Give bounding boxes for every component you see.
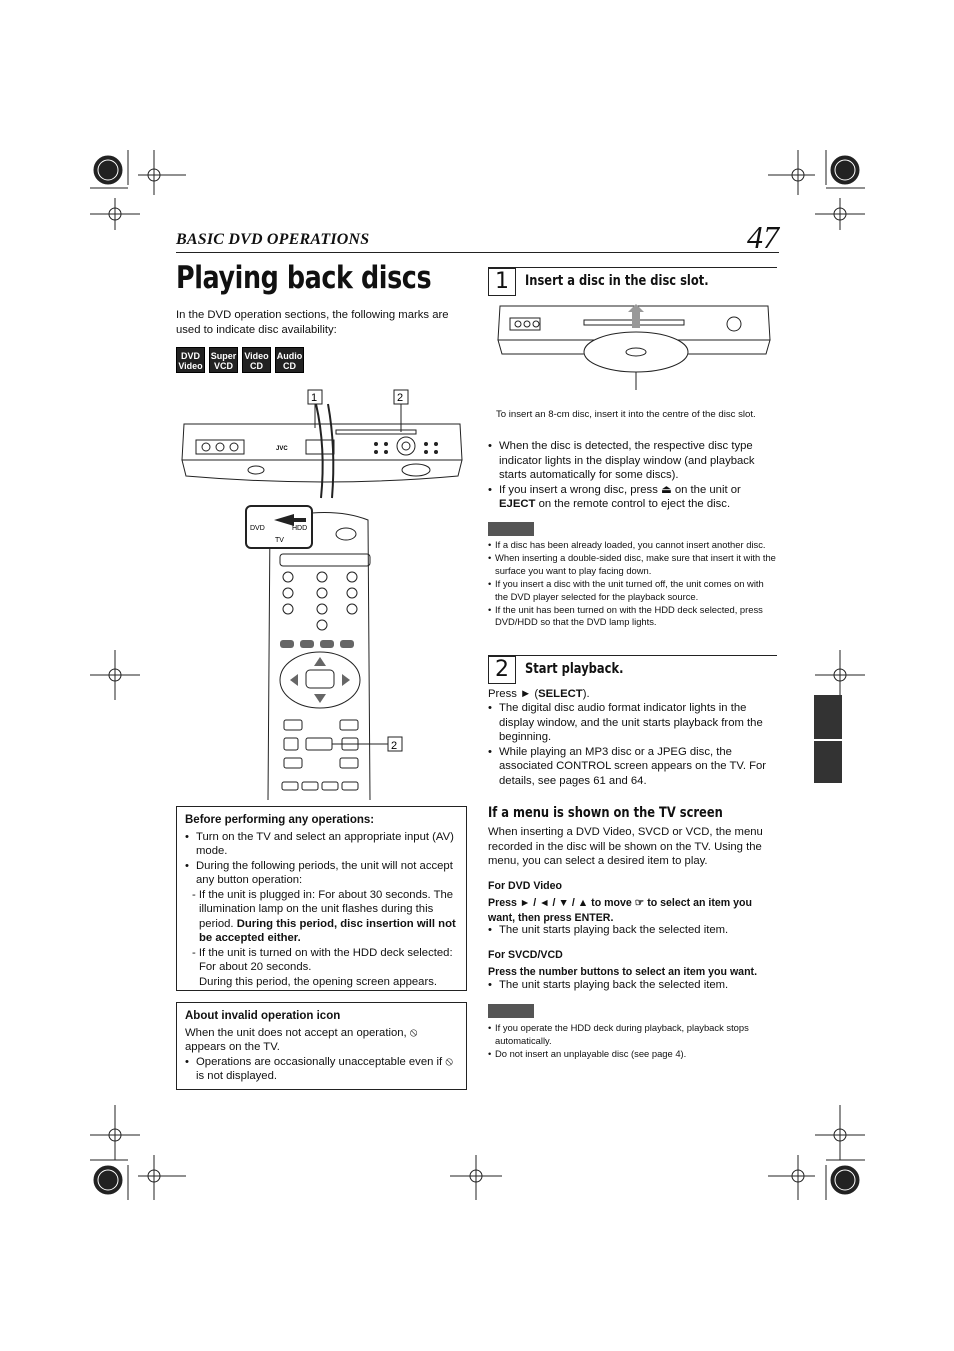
svcd-instruction: Press the number buttons to select an item you want. — [488, 966, 758, 978]
step1-notes-bar — [488, 522, 534, 536]
svcd-result: • The unit starts playing back the selected item. — [488, 978, 778, 993]
step2-number: 2 — [488, 656, 516, 684]
before-sub-cont: During this period, the opening screen appears. — [199, 975, 438, 988]
svcd-heading: For SVCD/VCD — [488, 949, 563, 961]
step1-title: Insert a disc in the disc slot. — [525, 273, 709, 289]
step1-bullet: • If you insert a wrong disc, press ⏏ on the unit or EJECT on the remote control to eject the disc. — [488, 483, 778, 512]
step2-title: Start playback. — [525, 661, 624, 677]
step1-bullet: • When the disc is detected, the respective disc type indicator lights in the display window (and playback starts automatically for some discs). — [488, 439, 778, 483]
before-sub-item: - If the unit is plugged in: For about 30 seconds. The illumination lamp on the unit flashes during this period. During this period, disc insertion will not be accepted either. — [192, 888, 456, 944]
section-title: BASIC DVD OPERATIONS — [176, 231, 370, 248]
step2-rule — [488, 655, 777, 656]
step1-notes — [488, 539, 778, 629]
side-tab-upper — [814, 695, 842, 739]
step1-bullets — [488, 439, 778, 512]
before-sub-item: - If the unit is turned on with the HDD deck selected: For about 20 seconds. — [192, 946, 453, 973]
tv-label: TV — [275, 537, 284, 544]
invalid-operation-icon: ⦸ — [445, 1055, 453, 1068]
step1-caption: To insert an 8-cm disc, insert it into the centre of the disc slot. — [496, 409, 756, 420]
disc-marks — [176, 347, 308, 374]
note-item: • Do not insert an unplayable disc (see page 4). — [488, 1048, 778, 1061]
page-title: Playing back discs — [176, 260, 432, 296]
jvc-logo: JVC — [276, 446, 288, 452]
svcd-mark: Super VCD — [209, 347, 238, 373]
menu-notes-bar — [488, 1004, 534, 1018]
note-item: • When inserting a double-sided disc, make sure that insert it with the surface you want to play facing down. — [488, 552, 778, 578]
invalid-operation-box — [176, 1002, 467, 1090]
dvd-video-instruction: Press ► / ◄ / ▼ / ▲ to move ☞ to select an item you want, then press ENTER. — [488, 897, 752, 924]
step2-bullet: • While playing an MP3 disc or a JPEG disc, the associated CONTROL screen appears on the TV. For details, see pages 61 and 64. — [488, 745, 778, 789]
before-item: • During the following periods, the unit will not accept any button operation: — [185, 859, 458, 888]
step2-press: Press ► (SELECT). — [488, 688, 590, 700]
before-operations-box — [176, 806, 467, 991]
pointer-icon: ☞ — [634, 897, 645, 909]
eject-icon: ⏏ — [661, 483, 672, 496]
before-box-title: Before performing any operations: — [185, 814, 375, 826]
dvd-video-result: • The unit starts playing back the selected item. — [488, 923, 778, 938]
dvd-video-mark: DVD Video — [176, 347, 205, 373]
note-item: • If a disc has been already loaded, you cannot insert another disc. — [488, 539, 778, 552]
step2-bullet: • The digital disc audio format indicator lights in the display window, and the unit starts playback from the beginning. — [488, 701, 778, 745]
invalid-item: • Operations are occasionally unacceptable even if ⦸ is not displayed. — [185, 1055, 458, 1084]
invalid-operation-icon: ⦸ — [409, 1026, 418, 1039]
note-item: • If you insert a disc with the unit turned off, the unit comes on with the DVD player selected for the playback source. — [488, 578, 778, 604]
hdd-label: HDD — [292, 525, 308, 532]
remote-callout-2: 2 — [391, 740, 398, 752]
page-header — [176, 219, 779, 255]
step2-bullets — [488, 701, 778, 788]
invalid-box-title: About invalid operation icon — [185, 1010, 341, 1022]
unit-front-panel-illustration — [176, 388, 466, 500]
invalid-text: When the unit does not accept an operation, ⦸ appears on the TV. — [185, 1026, 418, 1053]
note-item: • If you operate the HDD deck during playback, playback stops automatically. — [488, 1022, 778, 1048]
note-item: • If the unit has been turned on with the HDD deck selected, press DVD/HDD so that the DVD lamp lights. — [488, 604, 778, 630]
audio-cd-mark: Audio CD — [275, 347, 304, 373]
dvd-label: DVD — [250, 525, 265, 532]
step1-rule — [488, 267, 777, 268]
step1-number: 1 — [488, 268, 516, 296]
menu-section-text: When inserting a DVD Video, SVCD or VCD, the menu recorded in the disc will be shown on the TV. Using the menu, you can select a desired item to play. — [488, 826, 763, 867]
remote-control-illustration — [240, 500, 420, 800]
dvd-video-heading: For DVD Video — [488, 880, 562, 892]
before-item: • Turn on the TV and select an appropriate input (AV) mode. — [185, 830, 458, 859]
menu-notes — [488, 1022, 778, 1061]
disc-insert-illustration — [496, 300, 776, 400]
callout-2: 2 — [397, 392, 404, 404]
intro-text: In the DVD operation sections, the following marks are used to indicate disc availability: — [176, 309, 449, 336]
video-cd-mark: Video CD — [242, 347, 271, 373]
side-tab-lower — [814, 741, 842, 783]
callout-1: 1 — [311, 392, 318, 404]
page-number: 47 — [747, 219, 779, 255]
menu-section-title: If a menu is shown on the TV screen — [488, 805, 723, 821]
